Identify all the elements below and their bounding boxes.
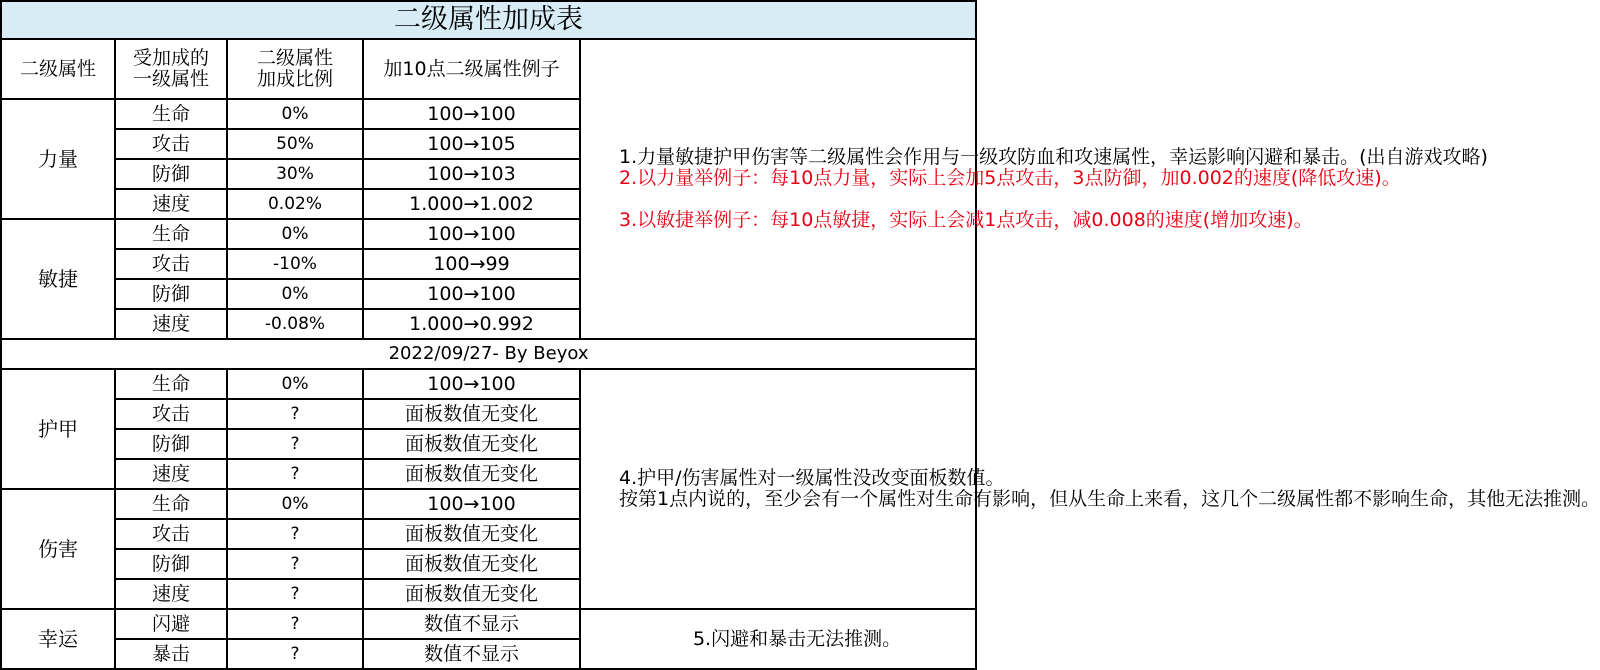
group-name-damage: 伤害: [1, 489, 115, 609]
note-4: 4.护甲/伤害属性对一级属性没改变面板数值。: [619, 467, 1005, 490]
table-cell-example: 面板数值无变化: [363, 399, 580, 429]
table-cell-example: 数值不显示: [363, 639, 580, 669]
note-1: 1.力量敏捷护甲伤害等二级属性会作用与一级攻防血和攻速属性，幸运影响闪避和暴击。(出自游戏攻略): [619, 146, 1488, 169]
note-2: 2.以力量举例子：每10点力量，实际上会加5点攻击，3点防御，加0.002的速度(降低攻速)。: [619, 167, 1401, 190]
table-cell-example: 100→100: [363, 489, 580, 519]
table-cell-pct: 0.02%: [227, 189, 363, 219]
table-cell-pct: -0.08%: [227, 309, 363, 339]
table-cell-example: 100→103: [363, 159, 580, 189]
table-cell-attr: 速度: [115, 189, 227, 219]
table-cell-attr: 生命: [115, 99, 227, 129]
table-cell-pct: 50%: [227, 129, 363, 159]
table-cell-pct: 0%: [227, 219, 363, 249]
notes-top: [580, 39, 1488, 339]
table-cell-example: 100→100: [363, 369, 580, 399]
table-cell-pct: 30%: [227, 159, 363, 189]
table-cell-example: 面板数值无变化: [363, 579, 580, 609]
table-cell-pct: 0%: [227, 489, 363, 519]
table-cell-attr: 速度: [115, 579, 227, 609]
table-cell-attr: 攻击: [115, 249, 227, 279]
table-cell-example: 100→105: [363, 129, 580, 159]
table-cell-pct: ?: [227, 519, 363, 549]
note-spacer: [581, 189, 975, 210]
table-cell-attr: 闪避: [115, 609, 227, 639]
table-cell-attr: 暴击: [115, 639, 227, 669]
group-name-strength: 力量: [1, 99, 115, 219]
table-cell-example: 100→100: [363, 219, 580, 249]
table-cell-pct: 0%: [227, 99, 363, 129]
table-cell-attr: 生命: [115, 219, 227, 249]
table-cell-pct: ?: [227, 609, 363, 639]
table-cell-pct: ?: [227, 459, 363, 489]
table-cell-attr: 速度: [115, 309, 227, 339]
table-cell-example: 100→99: [363, 249, 580, 279]
group-name-armor: 护甲: [1, 369, 115, 489]
table-cell-example: 面板数值无变化: [363, 429, 580, 459]
table-cell-example: 1.000→0.992: [363, 309, 580, 339]
table-cell-example: 1.000→1.002: [363, 189, 580, 219]
header-example: 加10点二级属性例子: [363, 39, 580, 99]
table-cell-attr: 生命: [115, 369, 227, 399]
table-cell-attr: 攻击: [115, 129, 227, 159]
table-cell-pct: ?: [227, 399, 363, 429]
table-cell-example: 100→100: [363, 99, 580, 129]
table-cell-attr: 防御: [115, 549, 227, 579]
date-author-line: 2022/09/27- By Beyox: [1, 339, 976, 369]
table-cell-example: 面板数值无变化: [363, 459, 580, 489]
table-cell-pct: -10%: [227, 249, 363, 279]
table-cell-example: 面板数值无变化: [363, 519, 580, 549]
table-cell-example: 数值不显示: [363, 609, 580, 639]
header-secondary-attr: 二级属性: [1, 39, 115, 99]
notes-bottom: [580, 609, 976, 669]
group-name-agility: 敏捷: [1, 219, 115, 339]
header-bonus-ratio: 二级属性 加成比例: [227, 39, 363, 99]
table-cell-pct: 0%: [227, 369, 363, 399]
table-cell-attr: 防御: [115, 159, 227, 189]
table-cell-attr: 生命: [115, 489, 227, 519]
notes-middle: [580, 369, 1600, 609]
note-5: 5.闪避和暴击无法推测。: [692, 627, 902, 650]
table-cell-example: 100→100: [363, 279, 580, 309]
table-cell-attr: 速度: [115, 459, 227, 489]
table-cell-example: 面板数值无变化: [363, 549, 580, 579]
table-title: 二级属性加成表: [1, 1, 976, 39]
table-cell-pct: ?: [227, 429, 363, 459]
table-cell-attr: 攻击: [115, 519, 227, 549]
table-cell-pct: ?: [227, 549, 363, 579]
table-cell-attr: 防御: [115, 429, 227, 459]
note-4b: 按第1点内说的，至少会有一个属性对生命有影响，但从生命上来看，这几个二级属性都不影响生命，其他无法推测。: [619, 488, 1600, 510]
group-name-luck: 幸运: [1, 609, 115, 669]
table-cell-attr: 攻击: [115, 399, 227, 429]
table-cell-pct: 0%: [227, 279, 363, 309]
table-cell-attr: 防御: [115, 279, 227, 309]
table-cell-pct: ?: [227, 579, 363, 609]
header-affected-primary: 受加成的 一级属性: [115, 39, 227, 99]
note-3: 3.以敏捷举例子：每10点敏捷，实际上会减1点攻击，减0.008的速度(增加攻速)。: [619, 208, 1313, 231]
table-cell-pct: ?: [227, 639, 363, 669]
